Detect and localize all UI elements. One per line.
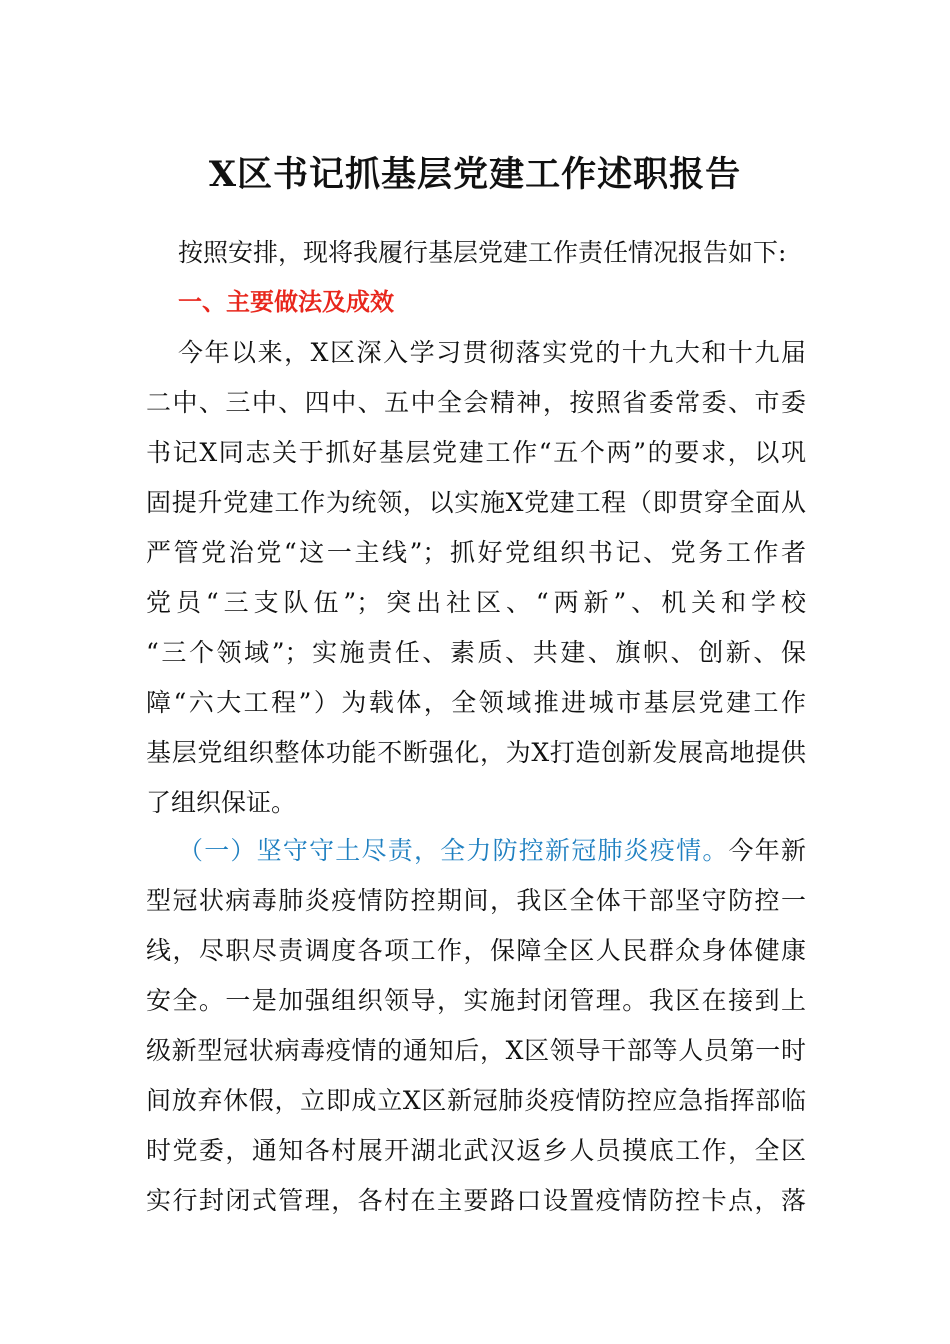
subsection-first-line: [178, 826, 806, 876]
paragraph-line: 安全。一是加强组织领导，实施封闭管理。我区在接到上: [146, 986, 806, 1015]
paragraph-line: 今年以来，X区深入学习贯彻落实党的十九大和十九届: [178, 338, 806, 367]
paragraph-line: 线，尽职尽责调度各项工作，保障全区人民群众身体健康: [146, 936, 806, 965]
subsection-heading: （一）坚守守土尽责，全力防控新冠肺炎疫情。: [178, 836, 729, 865]
paragraph-line: 严管党治党“这一主线”；抓好党组织书记、党务工作者: [146, 538, 806, 567]
paragraph-line: 二中、三中、四中、五中全会精神，按照省委常委、市委: [146, 388, 806, 417]
paragraph-line: 书记X同志关于抓好基层党建工作“五个两”的要求，以巩: [146, 438, 806, 467]
paragraph-line: 障“六大工程”）为载体，全领域推进城市基层党建工作: [146, 688, 806, 717]
paragraph-line: 了组织保证。: [146, 788, 297, 817]
subsection-first-line-text: 今年新: [728, 836, 806, 865]
section-heading: 一、主要做法及成效: [178, 288, 394, 316]
paragraph-line: 型冠状病毒肺炎疫情防控期间，我区全体干部坚守防控一: [146, 886, 806, 915]
paragraph-line: 时党委，通知各村展开湖北武汉返乡人员摸底工作，全区: [146, 1136, 806, 1165]
paragraph-line: 级新型冠状病毒疫情的通知后，X区领导干部等人员第一时: [146, 1036, 806, 1065]
paragraph-line: “三个领域”；实施责任、素质、共建、旗帜、创新、保: [146, 638, 806, 667]
paragraph-line: 固提升党建工作为统领，以实施X党建工程（即贯穿全面从: [146, 488, 806, 517]
paragraph-line: 党员“三支队伍”；突出社区、“两新”、机关和学校: [146, 588, 806, 617]
document-title: X区书记抓基层党建工作述职报告: [208, 154, 742, 195]
paragraph-line: 间放弃休假，立即成立X区新冠肺炎疫情防控应急指挥部临: [146, 1086, 806, 1115]
intro-paragraph: 按照安排，现将我履行基层党建工作责任情况报告如下:: [178, 238, 787, 267]
paragraph-line: 实行封闭式管理，各村在主要路口设置疫情防控卡点，落: [146, 1186, 806, 1215]
paragraph-line: 基层党组织整体功能不断强化，为X打造创新发展高地提供: [146, 738, 806, 767]
